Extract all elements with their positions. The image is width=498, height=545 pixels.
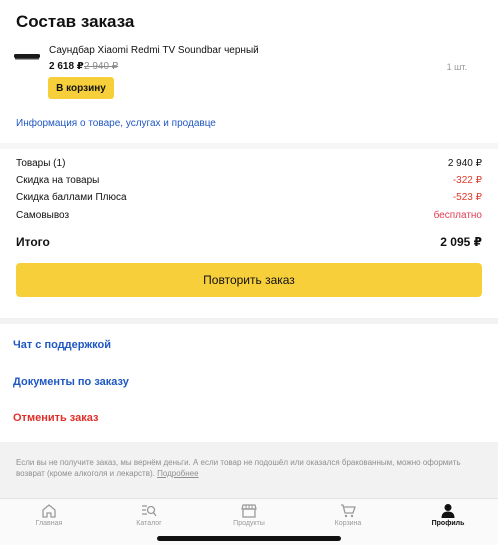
summary-label: Самовывоз [16, 210, 70, 221]
cancel-order-link[interactable]: Отменить заказ [13, 412, 99, 424]
order-actions [0, 324, 498, 442]
add-to-cart-button[interactable]: В корзину [48, 77, 114, 99]
page-title: Состав заказа [16, 12, 135, 31]
summary-value: -322 ₽ [452, 175, 482, 186]
product-name[interactable]: Саундбар Xiaomi Redmi TV Soundbar черный [49, 45, 259, 56]
tab-label: Корзина [334, 520, 362, 527]
store-icon [241, 503, 257, 518]
summary-value: бесплатно [433, 210, 482, 221]
profile-icon [440, 503, 456, 518]
summary-value: -523 ₽ [452, 192, 482, 203]
product-quantity: 1 шт. [446, 62, 467, 72]
more-details-link[interactable]: Подробнее [157, 469, 199, 478]
catalog-search-icon [141, 503, 157, 518]
product-old-price: 2 940 ₽ [84, 61, 119, 72]
tab-catalog[interactable] [114, 503, 184, 527]
tab-home[interactable] [14, 503, 84, 527]
refund-note-text: Если вы не получите заказ, мы вернём деньги. А если товар не подошёл или оказался бракованным, можно оформить возврат (кроме алкоголя и лекарств). [16, 458, 461, 478]
tab-label: Продукты [233, 520, 265, 527]
tab-profile[interactable] [413, 503, 483, 527]
summary-row-discount [16, 175, 482, 186]
summary-label: Скидка баллами Плюса [16, 192, 127, 203]
product-price: 2 618 ₽ [49, 61, 84, 72]
tab-cart[interactable] [313, 503, 383, 527]
repeat-order-button[interactable]: Повторить заказ [16, 263, 482, 297]
summary-label: Товары (1) [16, 158, 66, 169]
order-documents-link[interactable]: Документы по заказу [13, 376, 129, 388]
total-row [16, 235, 482, 249]
product-info-link[interactable]: Информация о товаре, услугах и продавце [16, 118, 216, 129]
cart-icon [340, 503, 356, 518]
soundbar-image[interactable] [14, 52, 40, 62]
total-value: 2 095 ₽ [440, 235, 482, 249]
summary-value: 2 940 ₽ [447, 158, 482, 169]
summary-row-items [16, 158, 482, 169]
tab-label: Главная [35, 520, 63, 527]
summary-row-pickup [16, 210, 482, 221]
refund-note [16, 457, 486, 479]
section-divider [0, 143, 498, 149]
total-label: Итого [16, 235, 50, 249]
support-chat-link[interactable]: Чат с поддержкой [13, 339, 111, 351]
home-icon [41, 503, 57, 518]
tab-label: Каталог [136, 520, 162, 527]
home-indicator[interactable] [157, 536, 341, 541]
tab-label: Профиль [431, 520, 465, 527]
summary-label: Скидка на товары [16, 175, 100, 186]
summary-row-plus-points [16, 192, 482, 203]
tab-products[interactable] [214, 503, 284, 527]
